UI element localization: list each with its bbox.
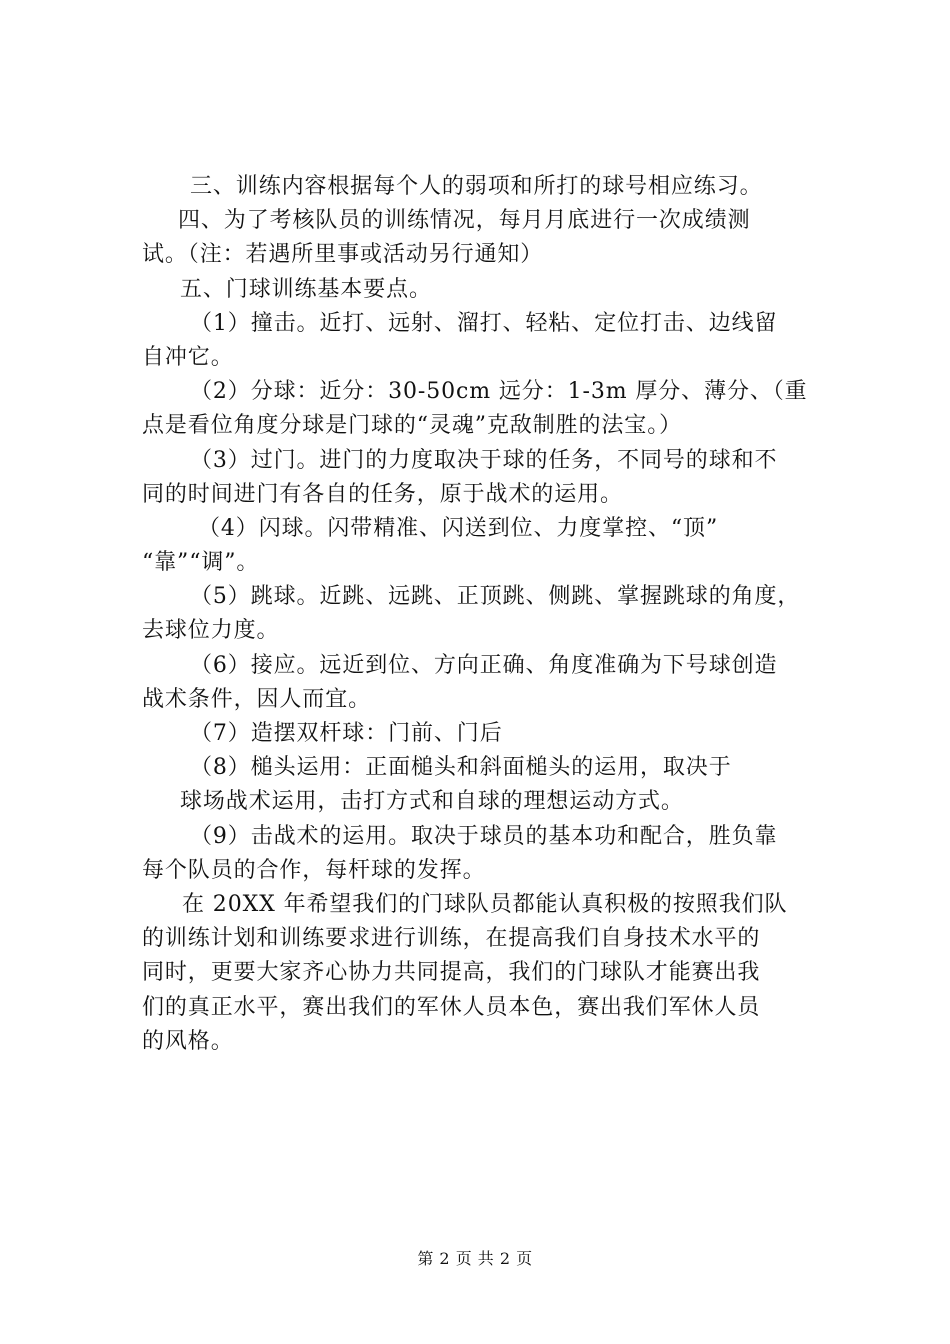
text-line: 战术条件，因人而宜。 xyxy=(142,686,372,712)
text-line: “靠”“调”。 xyxy=(142,550,260,576)
text-line: 们的真正水平，赛出我们的军休人员本色，赛出我们军休人员 xyxy=(142,994,761,1020)
page-footer: 第 2 页 共 2 页 xyxy=(417,1249,533,1268)
text-line: （6）接应。远近到位、方向正确、角度准确为下号球创造 xyxy=(190,652,778,678)
text-line: （3）过门。进门的力度取决于球的任务，不同号的球和不 xyxy=(190,447,778,473)
text-line: 每个队员的合作，每杆球的发挥。 xyxy=(142,857,486,883)
document-body xyxy=(142,170,832,1059)
text-line: 在 20XX 年希望我们的门球队员都能认真积极的按照我们队 xyxy=(182,891,788,917)
text-line: 点是看位角度分球是门球的“灵魂”克敌制胜的法宝。） xyxy=(142,413,682,439)
text-line: 同时，更要大家齐心协力共同提高，我们的门球队才能赛出我 xyxy=(142,960,761,986)
text-line: （1）撞击。近打、远射、溜打、轻粘、定位打击、边线留 xyxy=(190,310,778,336)
text-line: 去球位力度。 xyxy=(142,618,280,644)
text-line: 的训练计划和训练要求进行训练，在提高我们自身技术水平的 xyxy=(142,926,761,952)
text-line: （5）跳球。近跳、远跳、正顶跳、侧跳、掌握跳球的角度， xyxy=(190,584,801,610)
text-line: 自冲它。 xyxy=(142,344,234,370)
text-line: 的风格。 xyxy=(142,1028,234,1054)
text-line: 五、门球训练基本要点。 xyxy=(180,276,432,302)
text-line: 四、为了考核队员的训练情况，每月月底进行一次成绩测 xyxy=(178,208,751,234)
text-line: （8）槌头运用：正面槌头和斜面槌头的运用，取决于 xyxy=(190,755,732,781)
text-line: 三、训练内容根据每个人的弱项和所打的球号相应练习。 xyxy=(190,174,763,199)
text-line: 球场战术运用，击打方式和自球的理想运动方式。 xyxy=(180,789,684,815)
text-line: 试。（注：若遇所里事或活动另行通知） xyxy=(142,242,544,268)
text-line: （2）分球：近分：30-50cm 远分：1-3m 厚分、薄分、（重 xyxy=(190,379,808,405)
text-line: （9）击战术的运用。取决于球员的基本功和配合，胜负靠 xyxy=(190,823,778,849)
text-line: （4）闪球。闪带精准、闪送到位、力度掌控、“顶” xyxy=(198,515,719,541)
text-line: 同的时间进门有各自的任务，原于战术的运用。 xyxy=(142,481,623,507)
text-line: （7）造摆双杆球：门前、门后 xyxy=(190,721,503,746)
